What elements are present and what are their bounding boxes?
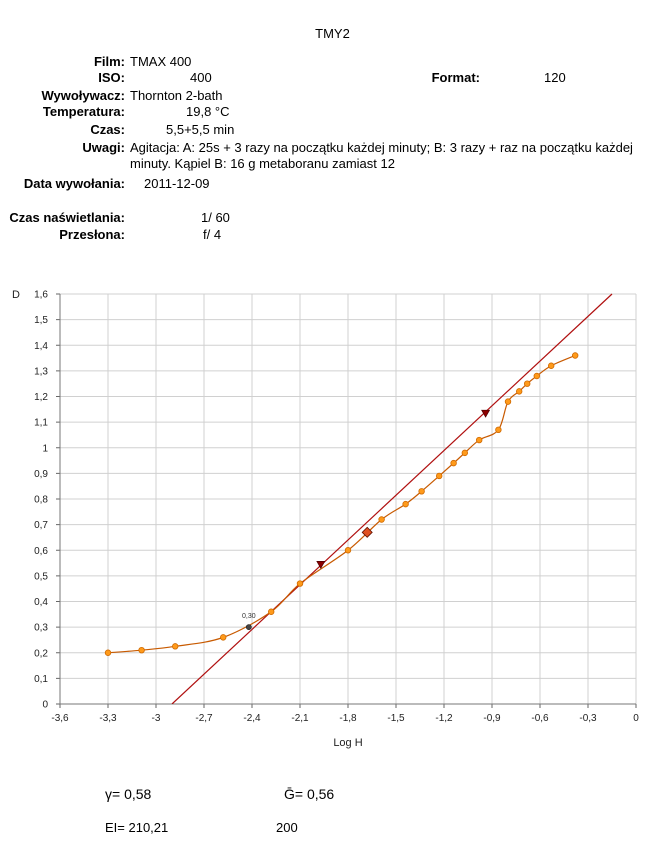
data-point [220, 635, 226, 641]
y-tick-label: 0,8 [34, 494, 48, 506]
x-tick-label: -2,4 [243, 713, 261, 724]
developer-value: Thornton 2-bath [130, 88, 223, 103]
data-point [105, 650, 111, 656]
density-chart [0, 280, 665, 760]
date-value: 2011-12-09 [144, 176, 210, 191]
y-tick-label: 1 [42, 443, 48, 455]
data-point [345, 547, 351, 553]
aperture-value: f/ 4 [203, 227, 222, 242]
data-point [572, 353, 578, 359]
x-tick-label: -1,8 [339, 713, 357, 724]
y-tick-label: 0,1 [34, 673, 48, 685]
iso-result: 200 [276, 820, 298, 835]
data-point [534, 373, 540, 379]
date-label: Data wywołania: [23, 176, 125, 191]
notes-line-1: Agitacja: A: 25s + 3 razy na początku każdej minuty; B: 3 razy + raz na początku każdej [130, 140, 633, 155]
data-point [462, 450, 468, 456]
y-tick-label: 1,5 [34, 315, 48, 327]
format-value: 120 [544, 70, 566, 85]
gamma-result: γ= 0,58 [105, 786, 152, 802]
iso-value: 400 [190, 70, 212, 85]
y-tick-label: 1,4 [34, 340, 48, 352]
film-label: Film: [93, 54, 125, 69]
data-point [139, 647, 145, 653]
y-tick-label: 0,5 [34, 571, 48, 583]
annotation-point [246, 625, 251, 630]
x-tick-label: -0,3 [579, 713, 597, 724]
format-label: Format: [431, 70, 480, 85]
data-point [436, 473, 442, 479]
time-value: 5,5+5,5 min [166, 122, 235, 137]
data-point [516, 389, 522, 395]
y-tick-label: 0 [42, 699, 48, 711]
data-point [476, 437, 482, 443]
x-tick-label: -1,2 [435, 713, 453, 724]
x-tick-label: -0,6 [531, 713, 549, 724]
temperature-label: Temperatura: [42, 104, 125, 119]
y-tick-label: 0,7 [34, 520, 48, 532]
y-tick-label: 1,3 [34, 366, 48, 378]
data-point [451, 460, 457, 466]
developer-label: Wywoływacz: [41, 88, 125, 103]
shutter-label: Czas naświetlania: [9, 210, 125, 225]
data-point [379, 517, 385, 523]
y-tick-label: 1,6 [34, 289, 48, 301]
notes-line-2: minuty. Kąpiel B: 16 g metaboranu zamiast 12 [130, 156, 395, 171]
x-tick-label: -3,6 [51, 713, 69, 724]
notes-label: Uwagi: [82, 140, 125, 155]
x-tick-label: -3 [151, 713, 161, 724]
x-axis-label: Log H [333, 737, 363, 749]
y-tick-label: 0,9 [34, 468, 48, 480]
x-tick-label: -0,9 [483, 713, 501, 724]
data-point [297, 581, 303, 587]
data-point [419, 489, 425, 495]
x-tick-label: -2,1 [291, 713, 309, 724]
y-tick-label: 1,2 [34, 392, 48, 403]
data-point [403, 501, 409, 507]
chart-title: TMY2 [315, 26, 350, 41]
data-point [172, 644, 178, 650]
x-tick-label: 0 [633, 713, 639, 724]
x-tick-label: -3,3 [99, 713, 117, 724]
data-point [268, 609, 274, 615]
density-curve [108, 356, 575, 653]
y-tick-label: 1,1 [34, 417, 48, 429]
annotation-label: 0,30 [241, 613, 256, 621]
shutter-value: 1/ 60 [201, 210, 230, 225]
temperature-value: 19,8 °C [186, 104, 230, 119]
time-label: Czas: [90, 122, 125, 137]
data-point [505, 399, 511, 405]
x-tick-label: -1,5 [387, 713, 405, 724]
y-tick-label: 0,4 [34, 597, 48, 608]
film-value: TMAX 400 [130, 54, 192, 69]
x-tick-label: -2,7 [195, 713, 213, 724]
aperture-label: Przesłona: [59, 227, 125, 242]
data-point [548, 363, 554, 369]
data-point [524, 381, 530, 387]
data-point [496, 427, 502, 433]
y-tick-label: 0,6 [34, 545, 48, 557]
y-tick-label: 0,2 [34, 648, 48, 660]
ei-result: EI= 210,21 [105, 820, 169, 835]
iso-label: ISO: [98, 70, 125, 85]
y-tick-label: 0,3 [34, 622, 48, 634]
y-axis-label: D [12, 289, 20, 301]
gbar-result: Ḡ= 0,56 [284, 786, 335, 802]
